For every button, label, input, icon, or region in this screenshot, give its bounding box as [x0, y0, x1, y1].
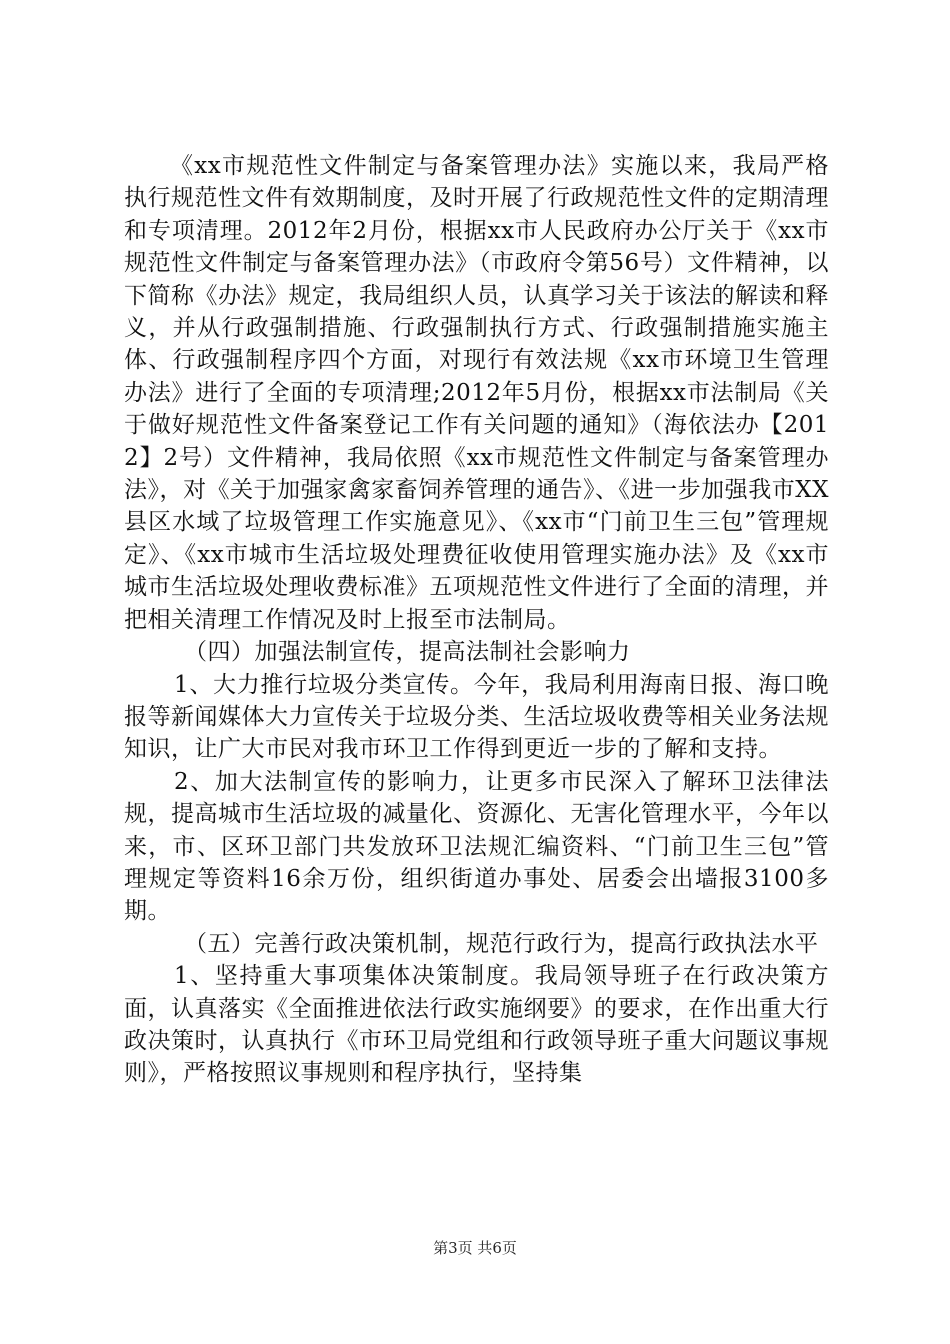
paragraph-legal-publicity-influence: 2、加大法制宣传的影响力，让更多市民深入了解环卫法律法规，提高城市生活垃圾的减量化、资源化、无害化管理水平，今年以来，市、区环卫部门共发放环卫法规汇编资料、“门前卫生三包”管理规定等资料16余万份，组织街道办事处、居委会出墙报3100多期。 [124, 768, 829, 925]
section-heading-legal-publicity: （四）加强法制宣传，提高法制社会影响力 [184, 639, 631, 666]
document-body [124, 150, 829, 1090]
section-heading-decision-mechanism: （五）完善行政决策机制，规范行政行为，提高行政执法水平 [184, 930, 819, 957]
paragraph-collective-decision: 1、坚持重大事项集体决策制度。我局领导班子在行政决策方面，认真落实《全面推进依法行政实施纲要》的要求，在作出重大行政决策时，认真执行《市环卫局党组和行政领导班子重大问题议事规则》，严格按照议事规则和程序执行，坚持集 [124, 963, 829, 1087]
page-number-footer: 第3页 共6页 [433, 1239, 517, 1257]
paragraph-waste-sorting-publicity: 1、大力推行垃圾分类宣传。今年，我局利用海南日报、海口晚报等新闻媒体大力宣传关于垃圾分类、生活垃圾收费等相关业务法规知识，让广大市民对我市环卫工作得到更近一步的了解和支持。 [124, 671, 829, 763]
paragraph-regulation-cleanup: 《xx市规范性文件制定与备案管理办法》实施以来，我局严格执行规范性文件有效期制度，及时开展了行政规范性文件的定期清理和专项清理。2012年2月份，根据xx市人民政府办公厅关于《xx市规范性文件制定与备案管理办法》（市政府令第56号）文件精神，以下简称《办法》规定，我局组织人员，认真学习关于该法的解读和释义，并从行政强制措施、行政强制执行方式、行政强制措施实施主体、行政强制程序四个方面，对现行有效法规《xx市环境卫生管理办法》进行了全面的专项清理;2012年5月份，根据xx市法制局《关于做好规范性文件备案登记工作有关问题的通知》（海依法办【2012】2号）文件精神，我局依照《xx市规范性文件制定与备案管理办法》，对《关于加强家禽家畜饲养管理的通告》、《进一步加强我市XX县区水域了垃圾管理工作实施意见》、《xx市“门前卫生三包”管理规定》、《xx市城市生活垃圾处理费征收使用管理实施办法》及《xx市城市生活垃圾处理收费标准》五项规范性文件进行了全面的清理，并把相关清理工作情况及时上报至市法制局。 [124, 153, 829, 633]
